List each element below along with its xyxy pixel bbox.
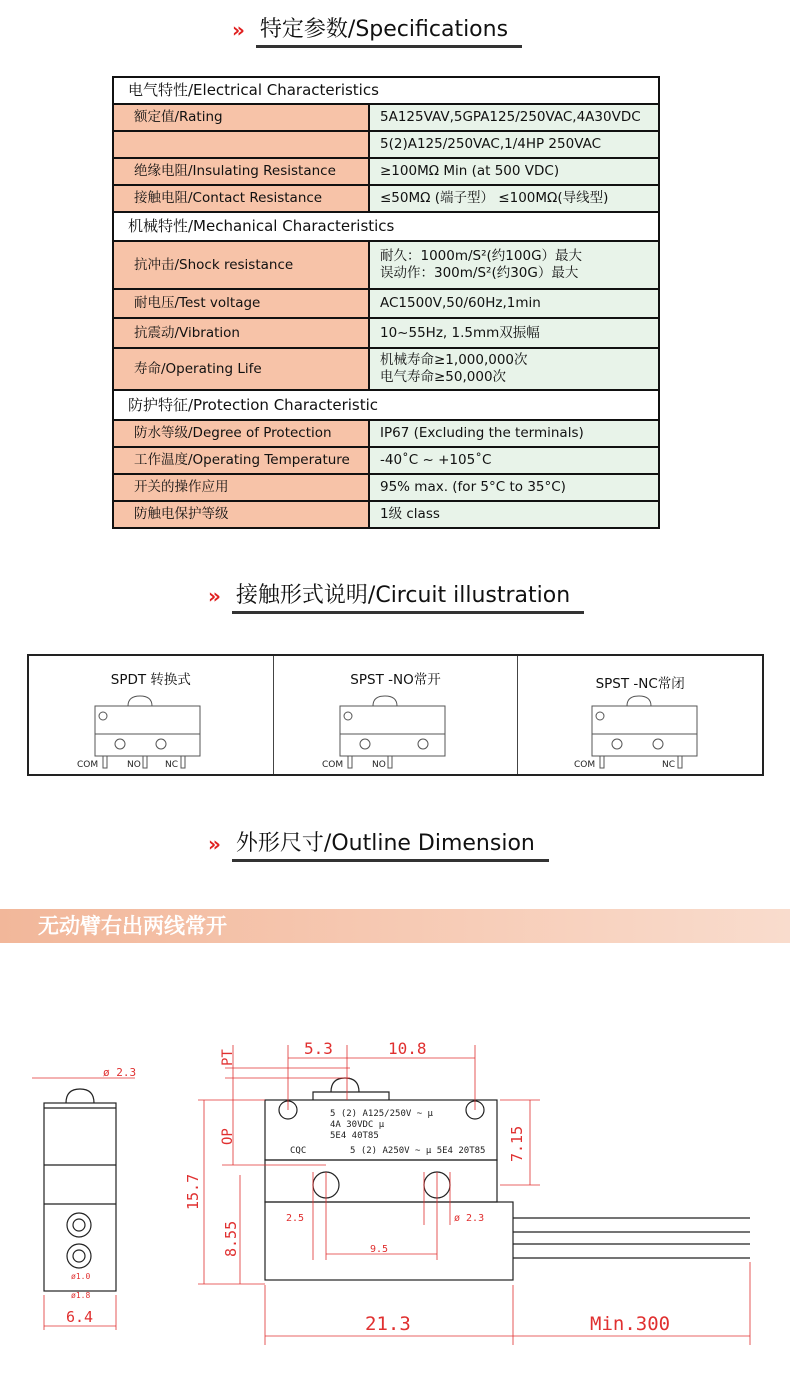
dim-label: ø 2.3 bbox=[454, 1213, 485, 1224]
dim-label: 6.4 bbox=[66, 1308, 94, 1326]
row-value-line: 机械寿命≥1,000,000次 bbox=[380, 352, 528, 368]
marking-text: 4A 30VDC μ bbox=[330, 1120, 385, 1130]
dim-label: OP bbox=[220, 1128, 236, 1145]
row-value bbox=[369, 241, 659, 289]
row-value: 1级 class bbox=[369, 501, 659, 528]
row-label: 额定值/Rating bbox=[113, 104, 369, 131]
chevron-icon: » bbox=[208, 832, 216, 856]
switch-diagram-icon bbox=[554, 686, 724, 770]
dim-label: 5.3 bbox=[304, 1039, 333, 1058]
marking-text: 5 (2) A250V ~ μ 5E4 20T85 bbox=[350, 1146, 486, 1156]
dim-label: 8.55 bbox=[222, 1220, 240, 1257]
table-row bbox=[113, 318, 659, 348]
dim-label: ø1.0 bbox=[71, 1272, 91, 1281]
table-group-header: 防护特征/Protection Characteristic bbox=[113, 390, 659, 420]
marking-text: CQC bbox=[290, 1146, 307, 1156]
table-row bbox=[113, 501, 659, 528]
section-title-circuit bbox=[208, 578, 584, 614]
table-row bbox=[113, 131, 659, 158]
table-row bbox=[113, 185, 659, 212]
terminal-label: COM bbox=[574, 760, 596, 770]
section-title-text: 接触形式说明/Circuit illustration bbox=[232, 578, 584, 614]
switch-diagram-icon bbox=[65, 686, 235, 770]
terminal-label: NC bbox=[662, 760, 676, 770]
table-group-header: 机械特性/Mechanical Characteristics bbox=[113, 212, 659, 241]
circuit-panel-spst-no bbox=[274, 656, 519, 774]
chevron-icon: » bbox=[232, 18, 240, 42]
row-label: 寿命/Operating Life bbox=[113, 348, 369, 390]
dim-label: 15.7 bbox=[184, 1173, 202, 1210]
circuit-title: SPDT 转换式 bbox=[110, 672, 191, 688]
specifications-table bbox=[112, 76, 660, 529]
table-group-header: 电气特性/Electrical Characteristics bbox=[113, 77, 659, 104]
chevron-icon: » bbox=[208, 584, 216, 608]
row-value: -40˚C ~ +105˚C bbox=[369, 447, 659, 474]
terminal-label: COM bbox=[77, 760, 99, 770]
row-value: 5(2)A125/250VAC,1/4HP 250VAC bbox=[369, 131, 659, 158]
table-row bbox=[113, 289, 659, 318]
row-label: 防水等级/Degree of Protection bbox=[113, 420, 369, 447]
section-title-text: 外形尺寸/Outline Dimension bbox=[232, 826, 549, 862]
table-row bbox=[113, 474, 659, 501]
circuit-title: SPST -NO常开 bbox=[350, 672, 441, 688]
marking-text: 5 (2) A125/250V ~ μ bbox=[330, 1109, 433, 1119]
row-value: ≥100MΩ Min (at 500 VDC) bbox=[369, 158, 659, 185]
dim-label: PT bbox=[220, 1049, 236, 1066]
variant-banner: 无动臂右出两线常开 bbox=[0, 909, 790, 943]
table-row bbox=[113, 420, 659, 447]
terminal-label: COM bbox=[321, 760, 343, 770]
row-value-line: 耐久：1000m/S²(约100G）最大 bbox=[380, 248, 583, 264]
circuit-illustration bbox=[27, 654, 764, 776]
row-label: 抗冲击/Shock resistance bbox=[113, 241, 369, 289]
dim-label: 21.3 bbox=[365, 1313, 411, 1335]
dim-label: 9.5 bbox=[370, 1244, 389, 1255]
row-value: ≤50MΩ (端子型） ≤100MΩ(导线型) bbox=[369, 185, 659, 212]
section-title-text: 特定参数/Specifications bbox=[256, 12, 522, 48]
table-row bbox=[113, 348, 659, 390]
row-label: 接触电阻/Contact Resistance bbox=[113, 185, 369, 212]
table-row bbox=[113, 447, 659, 474]
outline-dimension-drawing bbox=[0, 1000, 790, 1400]
dim-label: 10.8 bbox=[388, 1039, 427, 1058]
row-value-line: 误动作：300m/S²(约30G）最大 bbox=[380, 265, 579, 281]
row-label: 防触电保护等级 bbox=[113, 501, 369, 528]
row-value: 5A125VAV,5GPA125/250VAC,4A30VDC bbox=[369, 104, 659, 131]
dim-label: Min.300 bbox=[590, 1313, 671, 1335]
circuit-title: SPST -NC常闭 bbox=[595, 676, 685, 692]
section-title-specifications bbox=[232, 12, 522, 48]
marking-text: 5E4 40T85 bbox=[330, 1131, 379, 1141]
row-label: 抗震动/Vibration bbox=[113, 318, 369, 348]
row-value-line: 电气寿命≥50,000次 bbox=[380, 369, 507, 385]
row-value: 10~55Hz, 1.5mm双振幅 bbox=[369, 318, 659, 348]
terminal-label: NO bbox=[371, 760, 386, 770]
dim-label: ø 2.3 bbox=[103, 1066, 137, 1079]
row-label: 工作温度/Operating Temperature bbox=[113, 447, 369, 474]
table-row bbox=[113, 104, 659, 131]
dim-label: ø1.8 bbox=[71, 1291, 91, 1300]
section-title-outline bbox=[208, 826, 549, 862]
row-value: 95% max. (for 5°C to 35°C) bbox=[369, 474, 659, 501]
table-row bbox=[113, 241, 659, 289]
dim-label: 7.15 bbox=[508, 1125, 526, 1162]
circuit-panel-spst-nc bbox=[518, 656, 762, 774]
row-label: 耐电压/Test voltage bbox=[113, 289, 369, 318]
terminal-label: NC bbox=[165, 760, 179, 770]
terminal-label: NO bbox=[127, 760, 141, 770]
circuit-panel-spdt bbox=[29, 656, 274, 774]
row-label: 开关的操作应用 bbox=[113, 474, 369, 501]
switch-diagram-icon bbox=[310, 686, 480, 770]
row-label: 绝缘电阻/Insulating Resistance bbox=[113, 158, 369, 185]
row-value: AC1500V,50/60Hz,1min bbox=[369, 289, 659, 318]
row-label bbox=[113, 131, 369, 158]
table-row bbox=[113, 158, 659, 185]
dim-label: 2.5 bbox=[286, 1213, 305, 1224]
row-value: IP67 (Excluding the terminals) bbox=[369, 420, 659, 447]
row-value bbox=[369, 348, 659, 390]
